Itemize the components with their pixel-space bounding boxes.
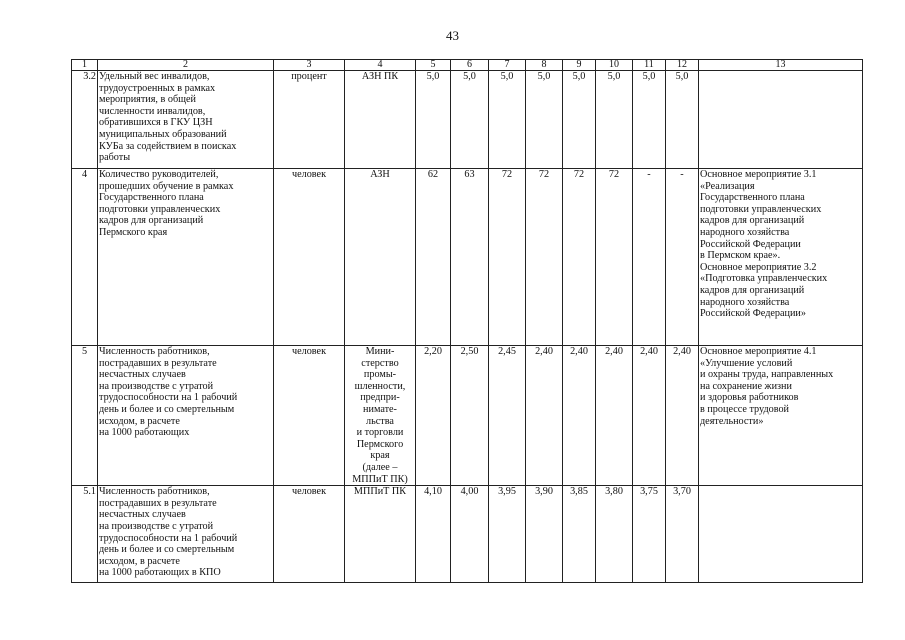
value-cell: 3,90 [526,486,563,583]
value-cell: 3,85 [563,486,596,583]
activity-cell: Основное мероприятие 4.1 «Улучшение условий и охраны труда, направленных на сохранение жизни и здоровья работников в процессе трудовой деятельности» [699,346,863,486]
header-cell: 9 [563,60,596,71]
unit-cell: процент [274,71,345,169]
value-cell: 5,0 [633,71,666,169]
value-cell: - [633,169,666,346]
header-cell: 11 [633,60,666,71]
value-cell: 72 [526,169,563,346]
value-cell: 3,70 [666,486,699,583]
value-cell: 2,40 [633,346,666,486]
header-cell: 1 [72,60,98,71]
header-cell: 4 [345,60,416,71]
page-number: 43 [446,28,459,43]
row-number: 5.1 [72,486,98,583]
value-cell: 2,20 [416,346,451,486]
value-cell: 5,0 [451,71,489,169]
executor-cell: АЗН ПК [345,71,416,169]
value-cell: 2,45 [489,346,526,486]
value-cell: 2,40 [666,346,699,486]
value-cell: 5,0 [526,71,563,169]
value-cell: 5,0 [416,71,451,169]
value-cell: 72 [489,169,526,346]
table-row [72,169,863,346]
header-cell: 3 [274,60,345,71]
indicator-name: Численность работников, пострадавших в результате несчастных случаев на производстве с утратой трудоспособности на 1 рабочий день и более и со смертельным исходом, в расчете на 1000 работающих в КПО [98,486,274,583]
value-cell: - [666,169,699,346]
executor-cell: Мини- стерство промы- шленности, предпри- нимате- льства и торговли Пермского края (далее – МППиТ ПК) [345,346,416,486]
table-header-row [72,60,863,71]
value-cell: 2,40 [596,346,633,486]
value-cell: 5,0 [563,71,596,169]
value-cell: 3,75 [633,486,666,583]
table-row [72,71,863,169]
value-cell: 62 [416,169,451,346]
header-cell: 13 [699,60,863,71]
value-cell: 2,50 [451,346,489,486]
activity-cell: Основное мероприятие 3.1 «Реализация Государственного плана подготовки управленческих кадров для организаций народного хозяйства Российской Федерации в Пермском крае». Основное мероприятие 3.2 «Подготовка управленческих кадров для организаций народного хозяйства Российской Федерации» [699,169,863,346]
value-cell: 5,0 [489,71,526,169]
row-number: 4 [72,169,98,346]
executor-cell: АЗН [345,169,416,346]
header-cell: 2 [98,60,274,71]
table-row [72,346,863,486]
row-number: 5 [72,346,98,486]
value-cell: 2,40 [526,346,563,486]
executor-cell: МППиТ ПК [345,486,416,583]
unit-cell: человек [274,486,345,583]
value-cell: 5,0 [666,71,699,169]
value-cell: 2,40 [563,346,596,486]
value-cell: 5,0 [596,71,633,169]
value-cell: 72 [563,169,596,346]
header-cell: 7 [489,60,526,71]
header-cell: 8 [526,60,563,71]
indicator-name: Численность работников, пострадавших в результате несчастных случаев на производстве с утратой трудоспособности на 1 рабочий день и более и со смертельным исходом, в расчете на 1000 работающих [98,346,274,486]
header-cell: 12 [666,60,699,71]
activity-cell [699,71,863,169]
value-cell: 3,95 [489,486,526,583]
unit-cell: человек [274,169,345,346]
value-cell: 4,10 [416,486,451,583]
value-cell: 72 [596,169,633,346]
indicator-name: Удельный вес инвалидов, трудоустроенных в рамках мероприятия, в общей численности инвалидов, обратившихся в ГКУ ЦЗН муниципальных образований КУБа за содействием в поисках работы [98,71,274,169]
indicators-table [71,59,863,583]
activity-cell [699,486,863,583]
unit-cell: человек [274,346,345,486]
header-cell: 5 [416,60,451,71]
value-cell: 3,80 [596,486,633,583]
value-cell: 63 [451,169,489,346]
row-number: 3.2 [72,71,98,169]
table-row [72,486,863,583]
header-cell: 10 [596,60,633,71]
header-cell: 6 [451,60,489,71]
value-cell: 4,00 [451,486,489,583]
indicator-name: Количество руководителей, прошедших обучение в рамках Государственного плана подготовки управленческих кадров для организаций Пермского края [98,169,274,346]
